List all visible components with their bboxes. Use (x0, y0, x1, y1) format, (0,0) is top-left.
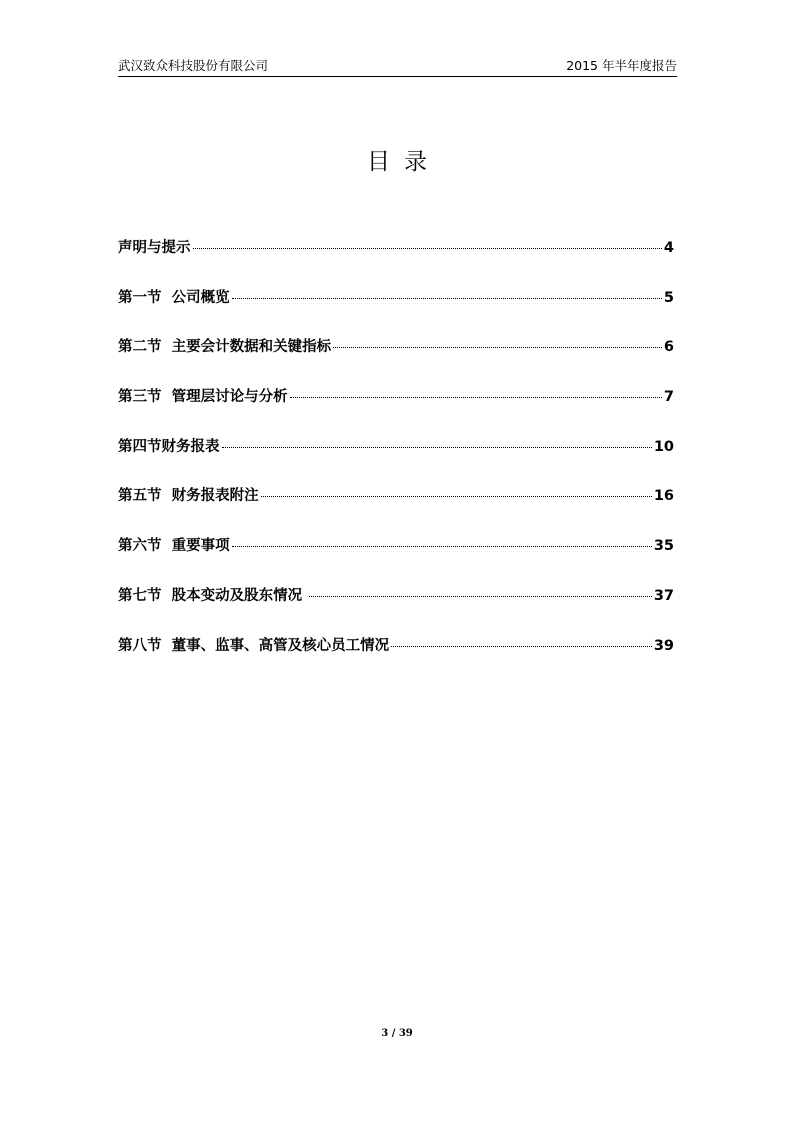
toc-dot-leader (222, 447, 652, 448)
toc-entry-label[interactable]: 第五节 财务报表附注 (118, 488, 259, 505)
page-title: 目录 (367, 149, 441, 175)
page-header (118, 56, 677, 77)
toc-entry-label[interactable]: 第二节 主要会计数据和关键指标 (118, 339, 332, 356)
toc-entry[interactable] (118, 385, 674, 435)
toc-entry-label[interactable]: 第六节 重要事项 (118, 538, 230, 555)
page-number: 3 / 39 (381, 1028, 413, 1039)
toc-entry[interactable] (118, 584, 674, 634)
toc-entry-label[interactable]: 第七节 股本变动及股东情况 (118, 587, 308, 604)
toc-dot-leader (193, 248, 662, 249)
toc-entry[interactable] (118, 335, 674, 385)
toc-entry-label[interactable]: 第四节财务报表 (118, 438, 220, 455)
toc-dot-leader (232, 546, 652, 547)
toc-entry-label[interactable]: 声明与提示 (118, 240, 191, 256)
toc-dot-leader (232, 298, 662, 299)
table-of-contents (118, 236, 674, 683)
toc-dot-leader (309, 596, 652, 597)
toc-entry-label[interactable]: 第一节 公司概览 (118, 289, 230, 306)
toc-entry-page[interactable]: 16 (653, 488, 674, 505)
toc-entry-page[interactable]: 6 (663, 339, 674, 356)
toc-entry-page[interactable]: 37 (653, 587, 674, 604)
toc-entry[interactable] (118, 236, 674, 286)
toc-entry-page[interactable]: 39 (653, 637, 674, 654)
toc-entry[interactable] (118, 534, 674, 584)
toc-entry-page[interactable]: 7 (663, 389, 674, 406)
toc-entry[interactable] (118, 484, 674, 534)
toc-entry[interactable] (118, 286, 674, 336)
header-company: 武汉致众科技股份有限公司 (118, 58, 269, 73)
toc-entry-page[interactable]: 35 (653, 538, 674, 555)
toc-entry[interactable] (118, 634, 674, 684)
toc-entry-label[interactable]: 第八节 董事、监事、高管及核心员工情况 (118, 637, 390, 654)
toc-entry[interactable] (118, 435, 674, 485)
toc-entry-page[interactable]: 10 (653, 438, 674, 455)
toc-entry-label[interactable]: 第三节 管理层讨论与分析 (118, 389, 288, 406)
toc-dot-leader (261, 496, 652, 497)
toc-entry-page[interactable]: 5 (663, 289, 674, 306)
toc-dot-leader (333, 347, 662, 348)
toc-dot-leader (391, 646, 652, 647)
header-report-title: 2015 年半年度报告 (566, 58, 677, 73)
toc-dot-leader (290, 397, 662, 398)
toc-entry-page[interactable]: 4 (663, 240, 674, 256)
